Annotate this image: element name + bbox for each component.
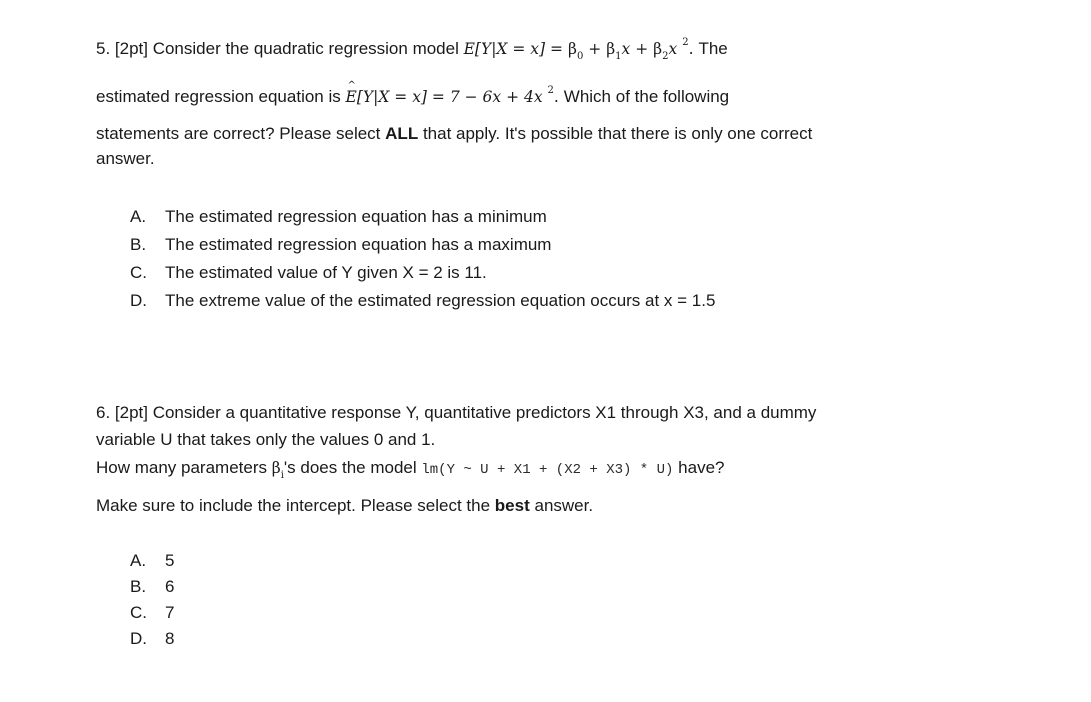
option-text: The extreme value of the estimated regression equation occurs at x = 1.5 xyxy=(165,291,716,310)
q5-line-3: statements are correct? Please select ALL that apply. It's possible that there is only one correct xyxy=(96,124,813,143)
option-text: 5 xyxy=(165,551,175,570)
option-text: 8 xyxy=(165,629,175,648)
q5-line-2: estimated regression equation is ^ E[Y|X = x] = 7 − 6x + 4x $^2$. Which of the following xyxy=(96,86,729,111)
q5-intro-text: 5. [2pt] Consider the quadratic regression model xyxy=(96,39,459,58)
q5-line-4: answer. xyxy=(96,149,155,168)
q5-option-d[interactable] xyxy=(130,290,715,312)
q5-line-1 xyxy=(96,38,728,63)
option-letter: D. xyxy=(130,629,147,648)
option-text: The estimated regression equation has a minimum xyxy=(165,207,547,226)
q6-model-code: lm(Y ~ U + X1 + (X2 + X3) * U) xyxy=(421,462,674,478)
q5-model-formula: $E[Y|X = x] = \beta_0 + \beta_1x + \beta_2x$ $^2$. xyxy=(463,37,694,62)
q6-line-2: variable U that takes only the values 0 and 1. xyxy=(96,430,436,449)
q6-line-4: Make sure to include the intercept. Please select the best answer. xyxy=(96,496,594,515)
q6-option-d[interactable] xyxy=(130,628,174,650)
q5-option-c[interactable] xyxy=(130,262,487,284)
option-text: The estimated value of Y given X = 2 is 11. xyxy=(165,263,487,282)
option-letter: A. xyxy=(130,207,147,226)
option-letter: C. xyxy=(130,263,147,282)
option-letter: D. xyxy=(130,291,147,310)
q5-line1-suffix: The xyxy=(698,39,728,58)
q6-line-3: How many parameters $\beta_i's$ does the model lm(Y ~ U + X1 + (X2 + X3) * U) have? xyxy=(96,458,725,481)
q6-best-emphasis: best xyxy=(494,496,530,515)
q6-option-b[interactable] xyxy=(130,576,174,598)
beta-i-symbol: $\beta_i$ xyxy=(271,459,284,481)
q5-all-emphasis: ALL xyxy=(385,124,419,143)
option-letter: B. xyxy=(130,577,147,596)
q6-option-a[interactable] xyxy=(130,550,174,572)
option-letter: B. xyxy=(130,235,147,254)
option-text: 6 xyxy=(165,577,175,596)
option-letter: A. xyxy=(130,551,147,570)
q6-option-c[interactable] xyxy=(130,602,174,624)
q5-estimated-formula: ^ E[Y|X = x] = 7 − 6x + 4x $^2$. xyxy=(345,88,563,106)
q6-line-1: 6. [2pt] Consider a quantitative response Y, quantitative predictors X1 through X3, and a dummy xyxy=(96,403,817,422)
q5-option-a[interactable] xyxy=(130,206,547,228)
q5-option-b[interactable] xyxy=(130,234,551,256)
option-letter: C. xyxy=(130,603,147,622)
option-text: 7 xyxy=(165,603,175,622)
option-text: The estimated regression equation has a maximum xyxy=(165,235,552,254)
